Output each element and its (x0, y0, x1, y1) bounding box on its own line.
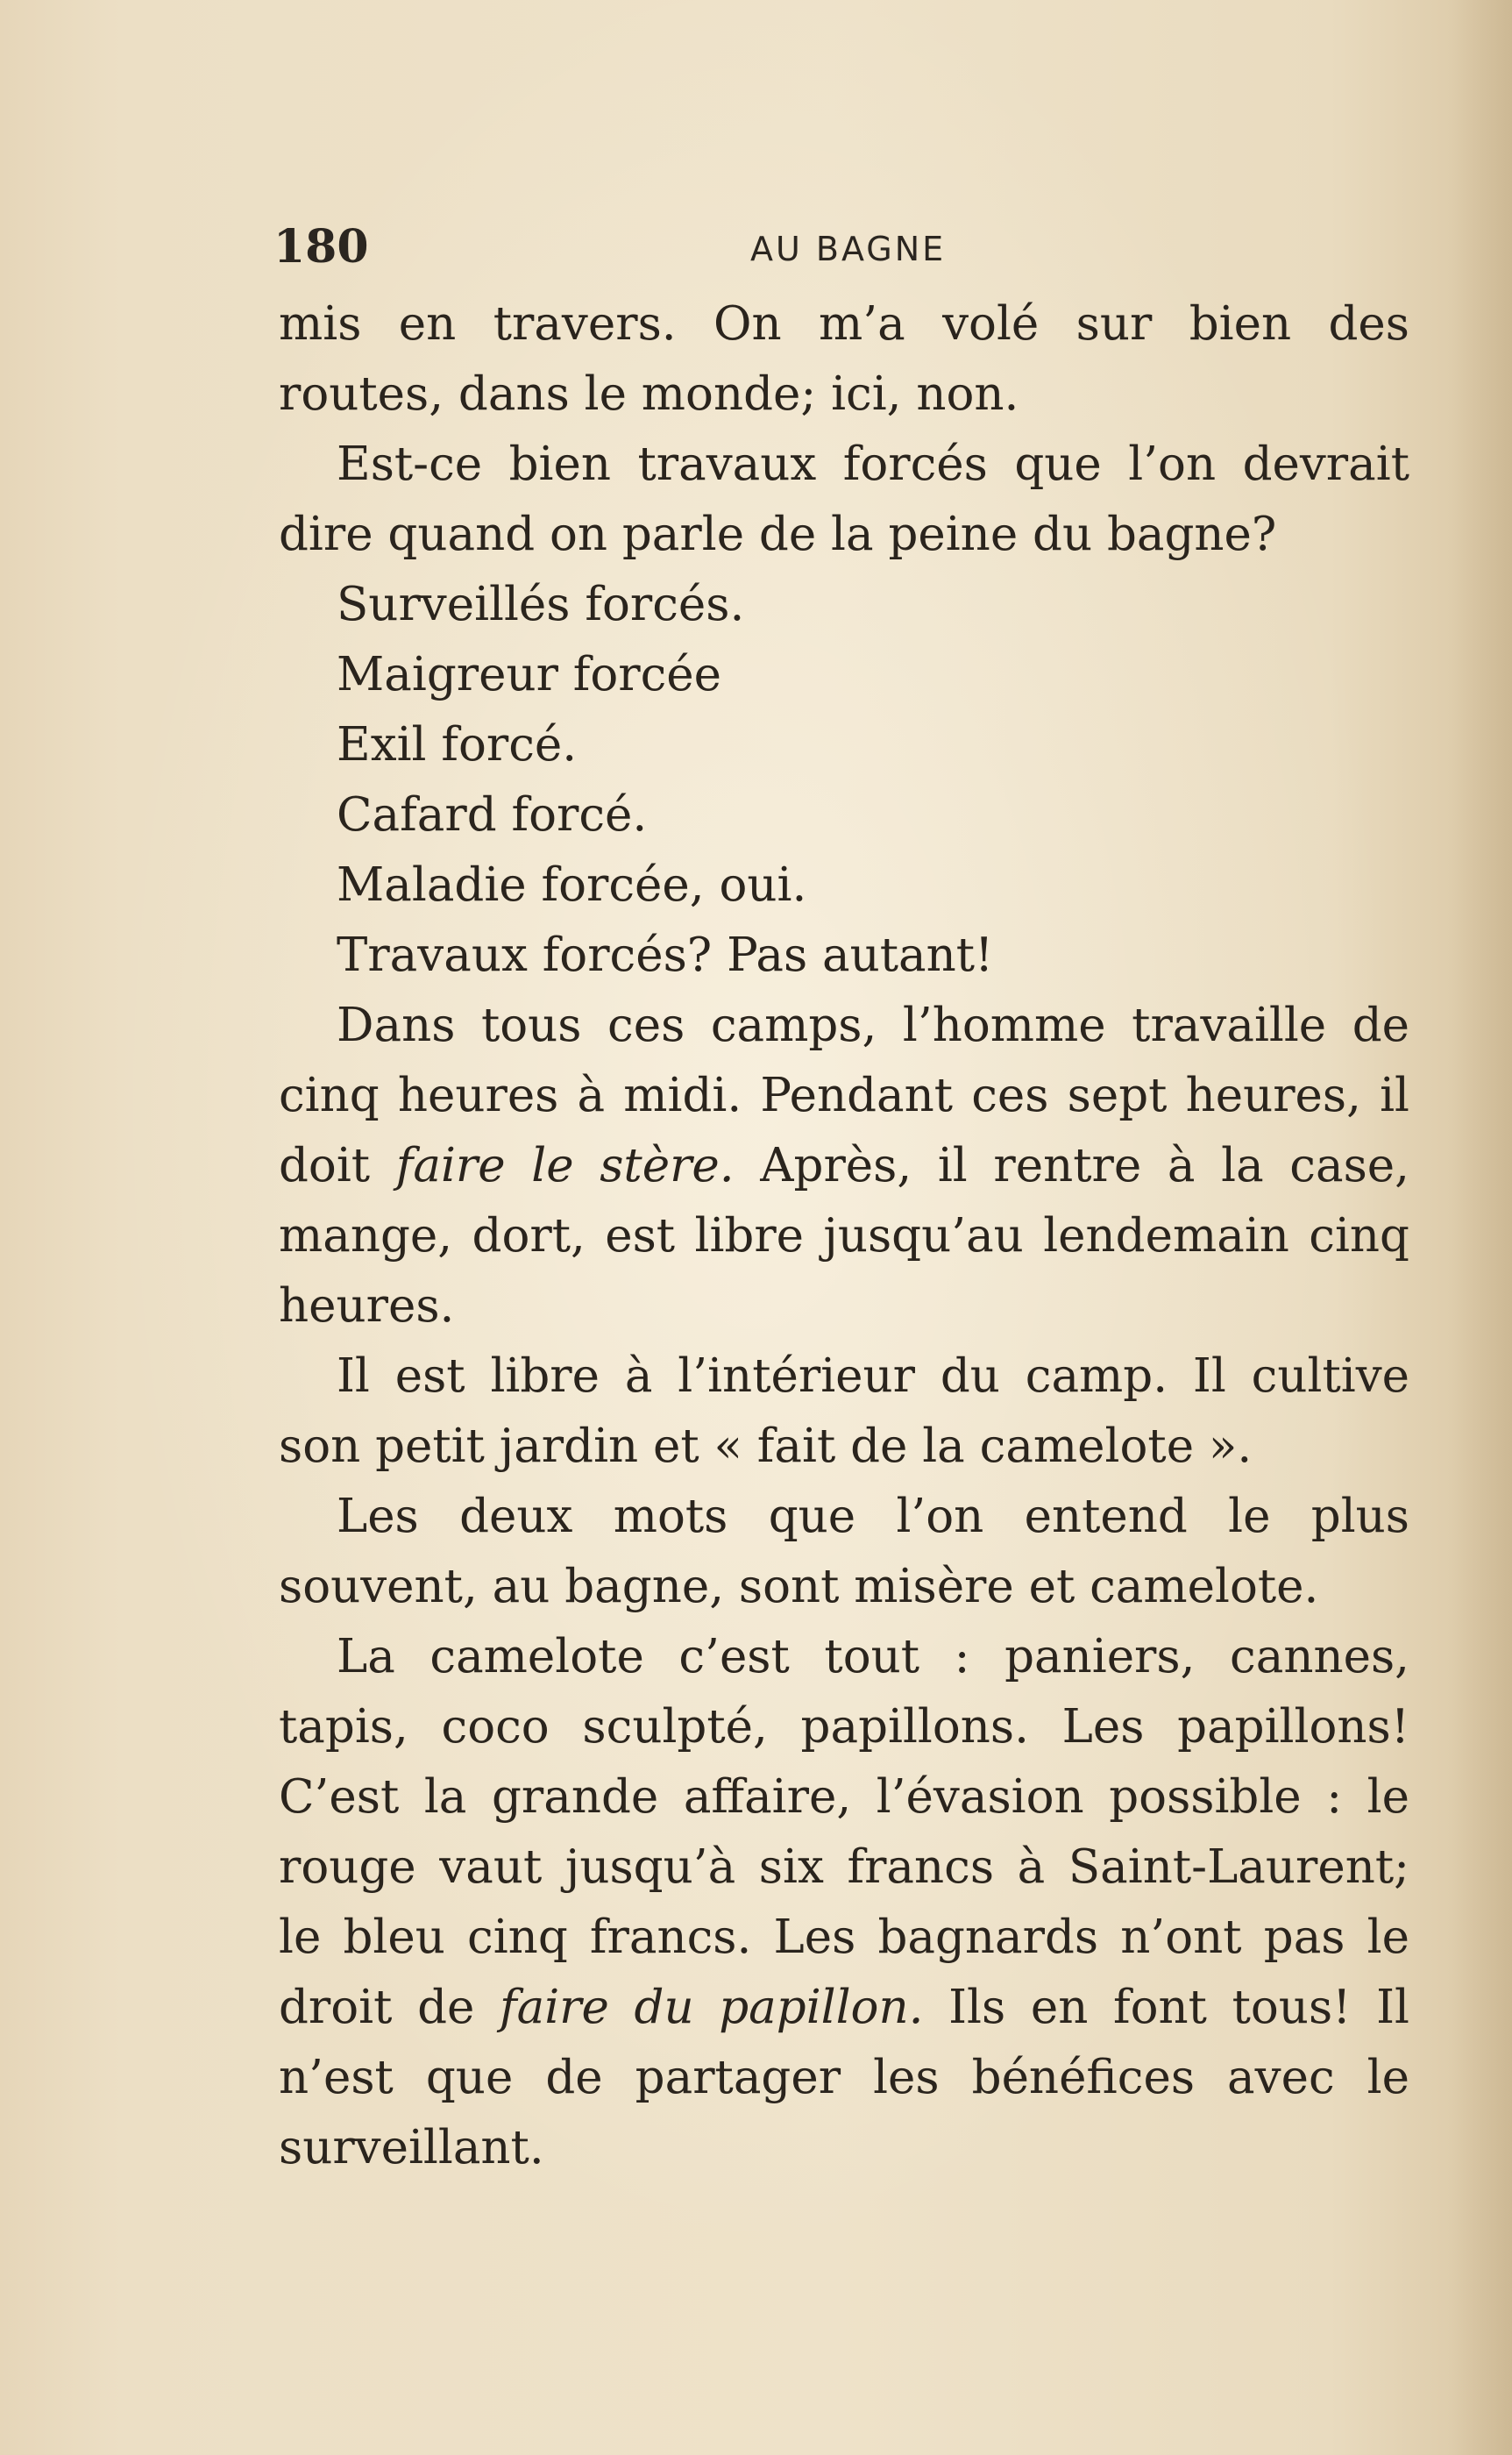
paragraph-2: Est-ce bien travaux forcés que l’on devrait dire quand on parle de la peine du bagne? (279, 438, 1409, 561)
list-line-1: Surveillés forcés. (337, 578, 745, 631)
body-text (279, 289, 1409, 2183)
paragraph-6-part-a: La camelote c’est tout : paniers, cannes, tapis, coco sculpté, papillons. Les papillons! C’est la grande affaire, l’évasion possible : le rouge vaut jusqu’à six francs à Saint-Laurent; le bleu cinq francs. Les bagnards n’ont pas le droit de (279, 1630, 1409, 2034)
list-line-3: Exil forcé. (337, 718, 578, 772)
paragraph-6-part-b: Ils en font tous! Il n’est que de partager les bénéfices avec le surveillant. (279, 1981, 1409, 2174)
paragraph-3 (279, 991, 1409, 1341)
paragraph-6 (279, 1622, 1409, 2183)
paragraph-3-italic: faire le stère. (395, 1139, 735, 1192)
paragraph-5: Les deux mots que l’on entend le plus souvent, au bagne, sont misère et camelote. (279, 1490, 1409, 1613)
list-line-2: Maigreur forcée (337, 648, 722, 701)
paragraph-3-part-b: Après, il rentre à la case, mange, dort, est libre jusqu’au lendemain cinq heures. (279, 1139, 1410, 1333)
list-line-4: Cafard forcé. (337, 788, 648, 842)
running-head: AU BAGNE (750, 230, 947, 268)
list-line-6: Travaux forcés? Pas autant! (337, 929, 994, 982)
paragraph-6-italic: faire du papillon. (500, 1981, 924, 2034)
paragraph-1: mis en travers. On m’a volé sur bien des routes, dans le monde; ici, non. (279, 297, 1409, 421)
page-header (273, 221, 1409, 274)
paragraph-3-part-a: Dans tous ces camps, l’homme travaille de cinq heures à midi. Pendant ces sept heures, il doit (279, 999, 1409, 1192)
paragraph-4: Il est libre à l’intérieur du camp. Il cultive son petit jardin et « fait de la camelote ». (279, 1349, 1409, 1473)
page-number: 180 (273, 220, 369, 274)
list-line-5: Maladie forcée, oui. (337, 858, 807, 912)
